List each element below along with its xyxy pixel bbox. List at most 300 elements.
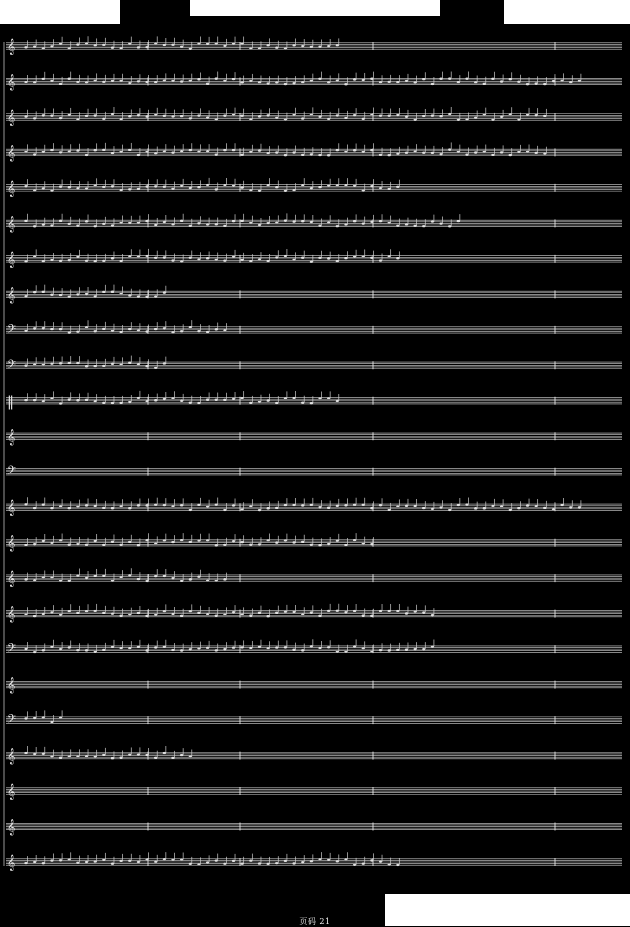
- note-head: [249, 402, 252, 404]
- note-head: [517, 151, 520, 153]
- note-head: [42, 47, 45, 49]
- note-head: [465, 118, 468, 120]
- note-head: [154, 575, 157, 577]
- note-head: [154, 367, 157, 369]
- note-head: [232, 114, 235, 116]
- note-head: [310, 187, 313, 189]
- note-head: [68, 398, 71, 400]
- note-head: [275, 612, 278, 614]
- note-head: [232, 220, 235, 222]
- note-head: [301, 220, 304, 222]
- note-head: [24, 579, 27, 581]
- treble-clef-icon: 𝄞: [7, 784, 16, 801]
- note-head: [327, 118, 330, 120]
- note-head: [301, 861, 304, 863]
- note-head: [353, 220, 356, 222]
- note-head: [85, 220, 88, 222]
- note-head: [318, 544, 321, 546]
- note-head: [171, 541, 174, 543]
- note-head: [50, 190, 53, 192]
- note-head: [517, 81, 520, 83]
- note-head: [102, 575, 105, 577]
- staff-18: [6, 639, 622, 658]
- note-head: [24, 150, 27, 152]
- note-head: [284, 219, 287, 221]
- note-head: [128, 188, 131, 190]
- note-head: [145, 116, 148, 118]
- note-head: [275, 507, 278, 509]
- note-head: [33, 753, 36, 755]
- note-head: [68, 295, 71, 297]
- note-head: [543, 153, 546, 155]
- note-head: [241, 863, 244, 865]
- note-head: [336, 260, 339, 262]
- note-head: [457, 119, 460, 121]
- note-head: [552, 80, 555, 82]
- note-head: [344, 117, 347, 119]
- note-head: [509, 78, 512, 80]
- note-head: [42, 540, 45, 542]
- note-head: [102, 754, 105, 756]
- note-head: [128, 541, 131, 543]
- note-head: [206, 647, 209, 649]
- note-head: [310, 153, 313, 155]
- note-head: [137, 295, 140, 297]
- note-head: [94, 184, 97, 186]
- note-head: [111, 363, 114, 365]
- note-head: [85, 260, 88, 262]
- note-head: [33, 363, 36, 365]
- note-head: [163, 327, 166, 329]
- note-head: [145, 150, 148, 152]
- note-head: [232, 78, 235, 80]
- note-head: [396, 257, 399, 259]
- note-head: [128, 614, 131, 616]
- note-head: [457, 504, 460, 506]
- note-head: [206, 150, 209, 152]
- note-head: [301, 257, 304, 259]
- note-head: [310, 79, 313, 81]
- note-head: [145, 330, 148, 332]
- note-head: [120, 860, 123, 862]
- note-head: [258, 190, 261, 192]
- note-head: [379, 220, 382, 222]
- note-head: [189, 48, 192, 50]
- note-head: [42, 187, 45, 189]
- note-head: [448, 113, 451, 115]
- note-head: [414, 225, 417, 227]
- note-head: [171, 44, 174, 46]
- note-head: [336, 540, 339, 542]
- note-head: [154, 42, 157, 44]
- note-head: [379, 504, 382, 506]
- note-head: [215, 223, 218, 225]
- note-head: [388, 610, 391, 612]
- staff-9: [6, 320, 622, 339]
- note-head: [327, 45, 330, 47]
- note-head: [24, 544, 27, 546]
- note-head: [171, 859, 174, 861]
- staff-3: [6, 107, 622, 126]
- note-head: [94, 330, 97, 332]
- note-head: [180, 150, 183, 152]
- note-head: [336, 184, 339, 186]
- note-head: [379, 81, 382, 83]
- note-head: [336, 651, 339, 653]
- note-head: [111, 47, 114, 49]
- note-head: [241, 187, 244, 189]
- note-head: [102, 544, 105, 546]
- note-head: [344, 257, 347, 259]
- note-head: [370, 149, 373, 151]
- note-head: [353, 114, 356, 116]
- note-head: [189, 117, 192, 119]
- note-head: [163, 79, 166, 81]
- note-head: [120, 189, 123, 191]
- note-head: [68, 858, 71, 860]
- note-head: [223, 509, 226, 511]
- note-head: [292, 221, 295, 223]
- note-head: [388, 255, 391, 257]
- note-head: [128, 295, 131, 297]
- note-head: [111, 224, 114, 226]
- note-head: [102, 118, 105, 120]
- note-head: [145, 650, 148, 652]
- note-head: [267, 82, 270, 84]
- note-head: [223, 225, 226, 227]
- note-head: [128, 507, 131, 509]
- staff-23: [6, 820, 622, 836]
- note-head: [206, 43, 209, 45]
- note-head: [189, 541, 192, 543]
- note-head: [137, 397, 140, 399]
- note-head: [267, 615, 270, 617]
- note-head: [275, 256, 278, 258]
- note-head: [388, 154, 391, 156]
- note-head: [154, 114, 157, 116]
- treble-clef-icon: 𝄞: [7, 855, 16, 871]
- note-head: [128, 115, 131, 117]
- note-head: [50, 756, 53, 758]
- note-head: [59, 539, 62, 541]
- treble-clef-icon: 𝄞: [7, 819, 16, 836]
- note-head: [180, 80, 183, 82]
- note-head: [327, 258, 330, 260]
- note-head: [362, 222, 365, 224]
- treble-clef-icon: 𝄞: [7, 109, 16, 126]
- note-head: [137, 578, 140, 580]
- note-head: [431, 508, 434, 510]
- note-head: [422, 152, 425, 154]
- note-head: [137, 753, 140, 755]
- note-head: [197, 540, 200, 542]
- note-head: [128, 255, 131, 257]
- note-head: [50, 45, 53, 47]
- note-head: [457, 81, 460, 83]
- note-head: [145, 81, 148, 83]
- staff-21: [6, 746, 622, 765]
- note-head: [327, 859, 330, 861]
- note-head: [318, 224, 321, 226]
- note-head: [94, 44, 97, 46]
- note-head: [197, 42, 200, 44]
- note-head: [145, 615, 148, 617]
- note-head: [197, 222, 200, 224]
- note-head: [422, 115, 425, 117]
- note-head: [474, 151, 477, 153]
- note-head: [223, 259, 226, 261]
- note-head: [448, 509, 451, 511]
- note-head: [483, 114, 486, 116]
- staff-13: [6, 465, 622, 481]
- note-head: [431, 614, 434, 616]
- note-head: [414, 505, 417, 507]
- note-head: [163, 504, 166, 506]
- note-head: [241, 541, 244, 543]
- note-head: [206, 579, 209, 581]
- note-head: [50, 328, 53, 330]
- note-head: [189, 187, 192, 189]
- note-head: [535, 152, 538, 154]
- note-head: [24, 116, 27, 118]
- note-head: [120, 576, 123, 578]
- note-head: [292, 649, 295, 651]
- note-head: [405, 223, 408, 225]
- note-head: [24, 364, 27, 366]
- note-head: [68, 507, 71, 509]
- bass-clef-icon: 𝄢: [7, 464, 17, 481]
- note-head: [249, 189, 252, 191]
- note-head: [197, 863, 200, 865]
- note-head: [232, 860, 235, 862]
- note-head: [42, 649, 45, 651]
- staff-14: [6, 497, 622, 516]
- note-head: [223, 80, 226, 82]
- note-head: [318, 45, 321, 47]
- note-head: [76, 81, 79, 83]
- note-head: [267, 152, 270, 154]
- note-head: [197, 186, 200, 188]
- note-head: [111, 291, 114, 293]
- note-head: [163, 44, 166, 46]
- note-head: [318, 506, 321, 508]
- note-head: [275, 221, 278, 223]
- note-head: [171, 259, 174, 261]
- note-head: [206, 613, 209, 615]
- note-head: [491, 119, 494, 121]
- note-head: [59, 757, 62, 759]
- note-head: [171, 613, 174, 615]
- note-head: [76, 362, 79, 364]
- note-head: [163, 221, 166, 223]
- note-head: [439, 153, 442, 155]
- note-head: [491, 505, 494, 507]
- note-head: [50, 646, 53, 648]
- note-head: [50, 507, 53, 509]
- note-head: [223, 613, 226, 615]
- note-head: [206, 224, 209, 226]
- note-head: [85, 115, 88, 117]
- note-head: [68, 610, 71, 612]
- note-head: [474, 116, 477, 118]
- note-head: [94, 365, 97, 367]
- note-head: [33, 579, 36, 581]
- note-head: [24, 185, 27, 187]
- note-head: [241, 646, 244, 648]
- staff-8: [6, 285, 622, 304]
- note-head: [223, 648, 226, 650]
- note-head: [111, 540, 114, 542]
- note-head: [370, 257, 373, 259]
- note-head: [241, 613, 244, 615]
- note-head: [128, 401, 131, 403]
- note-head: [232, 398, 235, 400]
- note-head: [33, 861, 36, 863]
- note-head: [388, 864, 391, 866]
- staff-10: [6, 356, 622, 375]
- note-head: [24, 503, 27, 505]
- note-head: [353, 864, 356, 866]
- note-head: [353, 539, 356, 541]
- note-head: [483, 507, 486, 509]
- note-head: [301, 117, 304, 119]
- note-head: [362, 504, 365, 506]
- note-head: [111, 863, 114, 865]
- note-head: [275, 151, 278, 153]
- note-head: [145, 504, 148, 506]
- note-head: [111, 507, 114, 509]
- staff-1: [6, 36, 622, 55]
- note-head: [76, 43, 79, 45]
- note-head: [258, 224, 261, 226]
- note-head: [258, 862, 261, 864]
- note-head: [128, 328, 131, 330]
- note-head: [163, 539, 166, 541]
- note-head: [353, 256, 356, 258]
- note-head: [76, 612, 79, 614]
- note-head: [33, 225, 36, 227]
- note-head: [171, 577, 174, 579]
- note-head: [163, 185, 166, 187]
- note-head: [102, 223, 105, 225]
- note-head: [318, 615, 321, 617]
- note-head: [249, 260, 252, 262]
- note-head: [94, 756, 97, 758]
- note-head: [33, 189, 36, 191]
- note-head: [59, 83, 62, 85]
- note-head: [76, 755, 79, 757]
- note-head: [223, 114, 226, 116]
- note-head: [85, 154, 88, 156]
- note-head: [137, 80, 140, 82]
- note-head: [232, 611, 235, 613]
- note-head: [189, 80, 192, 82]
- bass-clef-icon: 𝄢: [7, 322, 17, 339]
- note-head: [189, 610, 192, 612]
- note-head: [241, 81, 244, 83]
- note-head: [94, 79, 97, 81]
- note-head: [68, 150, 71, 152]
- note-head: [59, 117, 62, 119]
- note-head: [85, 365, 88, 367]
- note-head: [145, 185, 148, 187]
- note-head: [145, 858, 148, 860]
- note-head: [42, 327, 45, 329]
- note-head: [232, 149, 235, 151]
- note-head: [94, 575, 97, 577]
- note-head: [362, 255, 365, 257]
- note-head: [94, 295, 97, 297]
- note-head: [344, 651, 347, 653]
- staff-22: [6, 784, 622, 800]
- note-head: [171, 116, 174, 118]
- note-head: [526, 150, 529, 152]
- note-head: [137, 188, 140, 190]
- note-head: [215, 118, 218, 120]
- note-head: [318, 858, 321, 860]
- note-head: [145, 539, 148, 541]
- note-head: [483, 83, 486, 85]
- note-head: [163, 150, 166, 152]
- note-head: [94, 149, 97, 151]
- note-head: [258, 258, 261, 260]
- note-head: [474, 81, 477, 83]
- note-head: [59, 185, 62, 187]
- note-head: [111, 113, 114, 115]
- treble-clef-icon: 𝄞: [7, 180, 16, 197]
- note-head: [120, 47, 123, 49]
- note-head: [422, 225, 425, 227]
- note-head: [180, 46, 183, 48]
- note-head: [431, 114, 434, 116]
- note-head: [310, 504, 313, 506]
- note-head: [275, 116, 278, 118]
- note-head: [102, 81, 105, 83]
- note-head: [163, 858, 166, 860]
- note-head: [569, 506, 572, 508]
- note-head: [301, 184, 304, 186]
- note-head: [284, 397, 287, 399]
- note-head: [42, 503, 45, 505]
- note-head: [128, 222, 131, 224]
- note-head: [578, 506, 581, 508]
- staff-2: [6, 72, 622, 91]
- note-head: [76, 862, 79, 864]
- note-head: [42, 753, 45, 755]
- note-head: [180, 185, 183, 187]
- staff-4: [6, 142, 622, 161]
- treble-clef-icon: 𝄞: [7, 429, 16, 446]
- note-head: [85, 293, 88, 295]
- note-head: [42, 291, 45, 293]
- note-head: [76, 574, 79, 576]
- note-head: [362, 543, 365, 545]
- note-head: [379, 861, 382, 863]
- note-head: [517, 507, 520, 509]
- note-head: [405, 505, 408, 507]
- note-head: [267, 260, 270, 262]
- note-head: [76, 649, 79, 651]
- note-head: [422, 611, 425, 613]
- note-head: [197, 576, 200, 578]
- note-head: [206, 506, 209, 508]
- note-head: [94, 114, 97, 116]
- note-head: [301, 45, 304, 47]
- note-head: [85, 42, 88, 44]
- note-head: [362, 647, 365, 649]
- staff-16: [6, 568, 622, 587]
- note-head: [171, 397, 174, 399]
